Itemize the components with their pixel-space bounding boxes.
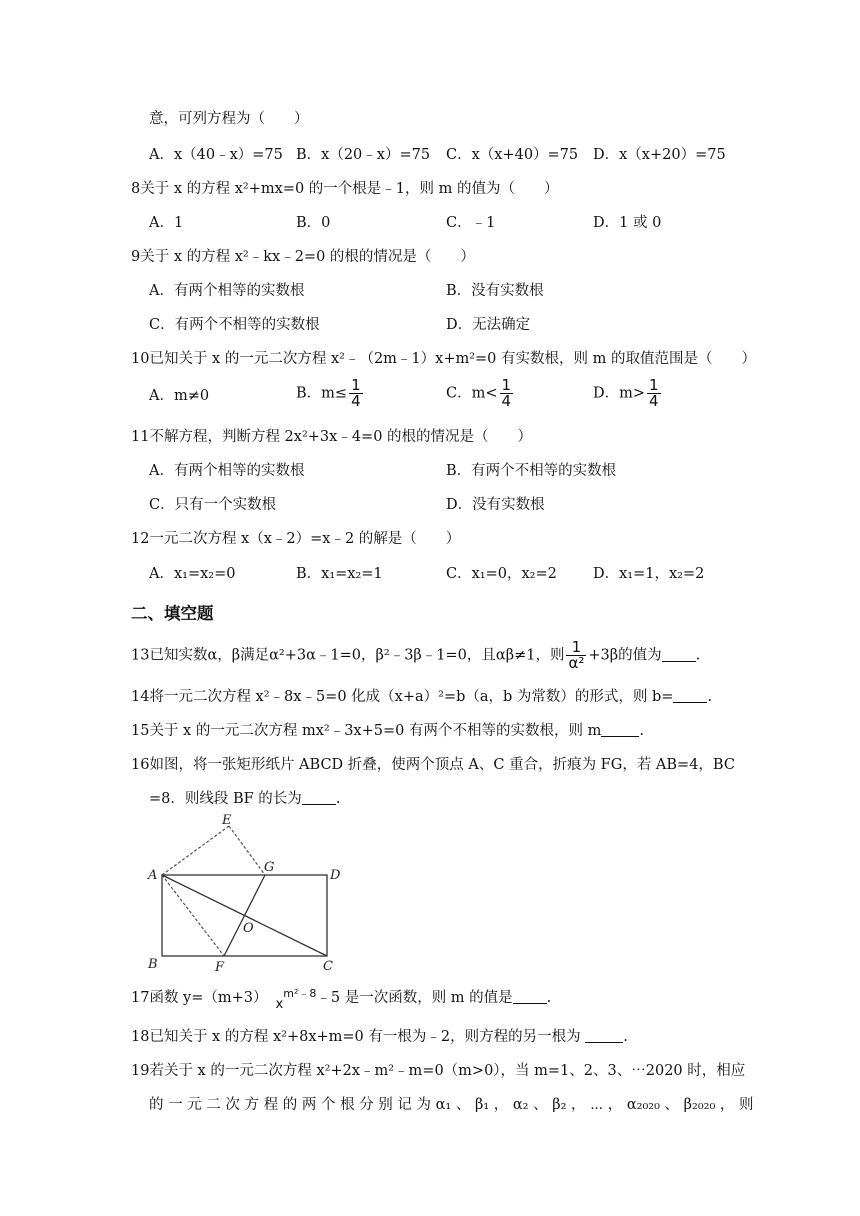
q7-option-c[interactable]: C．x（x+40）=75 (446, 147, 579, 163)
q10-option-a[interactable]: A．m≠0 (149, 388, 210, 404)
q14-text: 将一元二次方程 x²﹣8x﹣5=0 化成（x+a）²=b（a，b 为常数）的形式，则 b= (149, 689, 674, 705)
q12-option-a[interactable]: A．x₁=x₂=0 (149, 566, 236, 582)
q10-option-d[interactable] (593, 378, 663, 409)
fraction-denominator: 4 (649, 392, 659, 410)
fraction-numerator: 1 (351, 376, 361, 394)
label-o: O (243, 921, 254, 936)
q7-text: 意，可列方程为（ ） (149, 111, 309, 127)
fraction-denominator: α² (568, 654, 585, 672)
q17-number: 17 (131, 990, 150, 1006)
q12-option-b[interactable]: B．x₁=x₂=1 (296, 566, 383, 582)
q19-number: 19 (131, 1063, 150, 1079)
q13-number: 13 (131, 647, 150, 664)
q10-option-d-label: D．m> (593, 385, 646, 402)
label-b: B (148, 957, 158, 972)
q8-text-mid: 的方程 (182, 181, 235, 197)
q11-option-b[interactable]: B．有两个不相等的实数根 (446, 463, 617, 479)
q12-text: 一元二次方程 x（x﹣2）=x﹣2 的解是（ ） (149, 531, 461, 547)
q10-option-c[interactable] (446, 378, 515, 409)
q7-option-d[interactable]: D．x（x+20）=75 (593, 147, 726, 163)
q11-option-d[interactable]: D．没有实数根 (446, 497, 545, 513)
q17-base: x (275, 997, 284, 1012)
answer-blank[interactable] (662, 647, 696, 662)
q13-text-post: +3β的值为 (588, 647, 662, 664)
q9-option-b[interactable]: B．没有实数根 (446, 283, 544, 299)
q13-end: . (695, 647, 701, 664)
q19-text-line1: 若关于 x 的一元二次方程 x²+2x﹣m²﹣m=0（m>0），当 m=1、2、3、⋯2020 时，相应 (149, 1063, 746, 1079)
q19-text-line2: 的 一 元 二 次 方 程 的 两 个 根 分 别 记 为 α₁ 、 β₁ ， α₂ 、 β₂ ， ⋯ ， α₂₀₂₀ 、 β₂₀₂₀ ， 则 (149, 1097, 754, 1113)
fraction-denominator: 4 (501, 392, 512, 410)
label-d: D (330, 868, 341, 883)
label-f: F (215, 960, 225, 975)
fraction (349, 378, 363, 409)
q14-number: 14 (131, 689, 150, 705)
q11-option-a[interactable]: A．有两个相等的实数根 (149, 463, 305, 479)
q8-stem (131, 179, 559, 199)
q10-option-c-label: C．m< (446, 385, 498, 402)
fraction-numerator: 1 (649, 376, 659, 394)
q11-number: 11 (131, 429, 150, 445)
q8-option-d[interactable]: D．1 或 0 (593, 215, 662, 231)
answer-blank[interactable] (601, 722, 639, 737)
fold-line-fg (224, 875, 265, 956)
q14-stem (131, 687, 712, 707)
q8-option-b[interactable]: B．0 (296, 215, 331, 231)
dashed-af (162, 875, 224, 956)
q16-text-line2: =8．则线段 BF 的长为 (149, 791, 302, 807)
q12-option-d[interactable]: D．x₁=1，x₂=2 (593, 566, 705, 582)
q10-text: 已知关于 x 的一元二次方程 x²﹣（2m﹣1）x+m²=0 有实数根，则 m 的取值范围是（ ） (149, 351, 756, 367)
answer-blank[interactable] (302, 790, 336, 805)
answer-blank[interactable] (585, 1028, 623, 1043)
q16-number: 16 (131, 757, 150, 773)
q15-stem (131, 721, 644, 741)
q10-option-b[interactable] (296, 378, 365, 409)
q9-option-d[interactable]: D．无法确定 (446, 317, 531, 333)
q18-stem (131, 1027, 628, 1047)
q17-text-pre: 函数 y=（m+3） (149, 990, 268, 1006)
rectangle-fold-figure (140, 805, 355, 975)
q9-number: 9 (131, 249, 141, 265)
q9-option-c[interactable]: C．有两个不相等的实数根 (149, 317, 320, 333)
q11-text: 不解方程，判断方程 2x²+3x﹣4=0 的根的情况是（ ） (149, 429, 533, 445)
q14-end: . (707, 689, 713, 705)
q9-option-a[interactable]: A．有两个相等的实数根 (149, 283, 305, 299)
q8-option-a[interactable]: A．1 (149, 215, 184, 231)
q8-var: x (173, 181, 183, 197)
q19-stem-line2 (149, 1095, 754, 1115)
q12-stem (131, 529, 460, 549)
q16-stem (131, 755, 735, 775)
q13-text-pre: 已知实数α，β满足α²+3α﹣1=0，β²﹣3β﹣1=0，且αβ≠1，则 (149, 647, 565, 664)
q7-option-a[interactable]: A．x（40﹣x）=75 (149, 147, 283, 163)
q18-number: 18 (131, 1029, 150, 1045)
fraction (647, 378, 661, 409)
q8-equation: x²+mx=0 (234, 181, 305, 197)
q9-text: 关于 x 的方程 x²﹣kx﹣2=0 的根的情况是（ ） (140, 249, 475, 265)
label-g: G (264, 860, 275, 875)
q11-option-c[interactable]: C．只有一个实数根 (149, 497, 277, 513)
answer-blank[interactable] (513, 989, 547, 1004)
q18-end: . (623, 1029, 628, 1045)
q19-stem (131, 1061, 745, 1081)
q7-option-b[interactable]: B．x（20﹣x）=75 (296, 147, 431, 163)
label-a: A (148, 868, 158, 883)
q13-stem (131, 640, 700, 671)
q17-end: . (546, 990, 552, 1006)
q9-stem (131, 247, 475, 267)
q17-power (275, 987, 317, 1015)
q15-end: . (639, 723, 644, 739)
fraction-denominator: 4 (351, 392, 361, 410)
q17-text-post: ﹣5 是一次函数，则 m 的值是 (316, 990, 513, 1006)
section-heading: 二、填空题 (131, 604, 214, 623)
fraction-numerator: 1 (501, 376, 512, 394)
fraction-numerator: 1 (566, 640, 586, 656)
q8-number: 8 (131, 181, 141, 197)
q8-option-c[interactable]: C．﹣1 (446, 215, 496, 231)
q17-exponent: m²﹣8 (283, 987, 317, 1000)
q16-end: . (335, 791, 341, 807)
fraction (566, 640, 586, 671)
dashed-ae (162, 826, 229, 875)
label-c: C (323, 959, 333, 974)
fraction (500, 378, 514, 409)
q12-number: 12 (131, 531, 150, 547)
q12-option-c[interactable]: C．x₁=0，x₂=2 (446, 566, 557, 582)
label-e: E (222, 813, 232, 828)
q18-text: 已知关于 x 的方程 x²+8x+m=0 有一根为﹣2，则方程的另一根为 (149, 1029, 586, 1045)
q15-number: 15 (131, 723, 150, 739)
q11-stem (131, 427, 532, 447)
answer-blank[interactable] (673, 688, 707, 703)
q15-text: 关于 x 的一元二次方程 mx²﹣3x+5=0 有两个不相等的实数根，则 m (149, 723, 602, 739)
q8-text-pre: 关于 (140, 181, 174, 197)
q17-stem (131, 987, 552, 1012)
q8-text-post: 的一个根是﹣1，则 m 的值为（ ） (304, 181, 559, 197)
q16-text-line1: 如图，将一张矩形纸片 ABCD 折叠，使两个顶点 A、C 重合，折痕为 FG，若 AB=4，BC (149, 757, 735, 773)
dashed-eg (229, 826, 265, 875)
q10-stem (131, 349, 756, 369)
q10-option-b-label: B．m≤ (296, 385, 348, 402)
q10-number: 10 (131, 351, 150, 367)
